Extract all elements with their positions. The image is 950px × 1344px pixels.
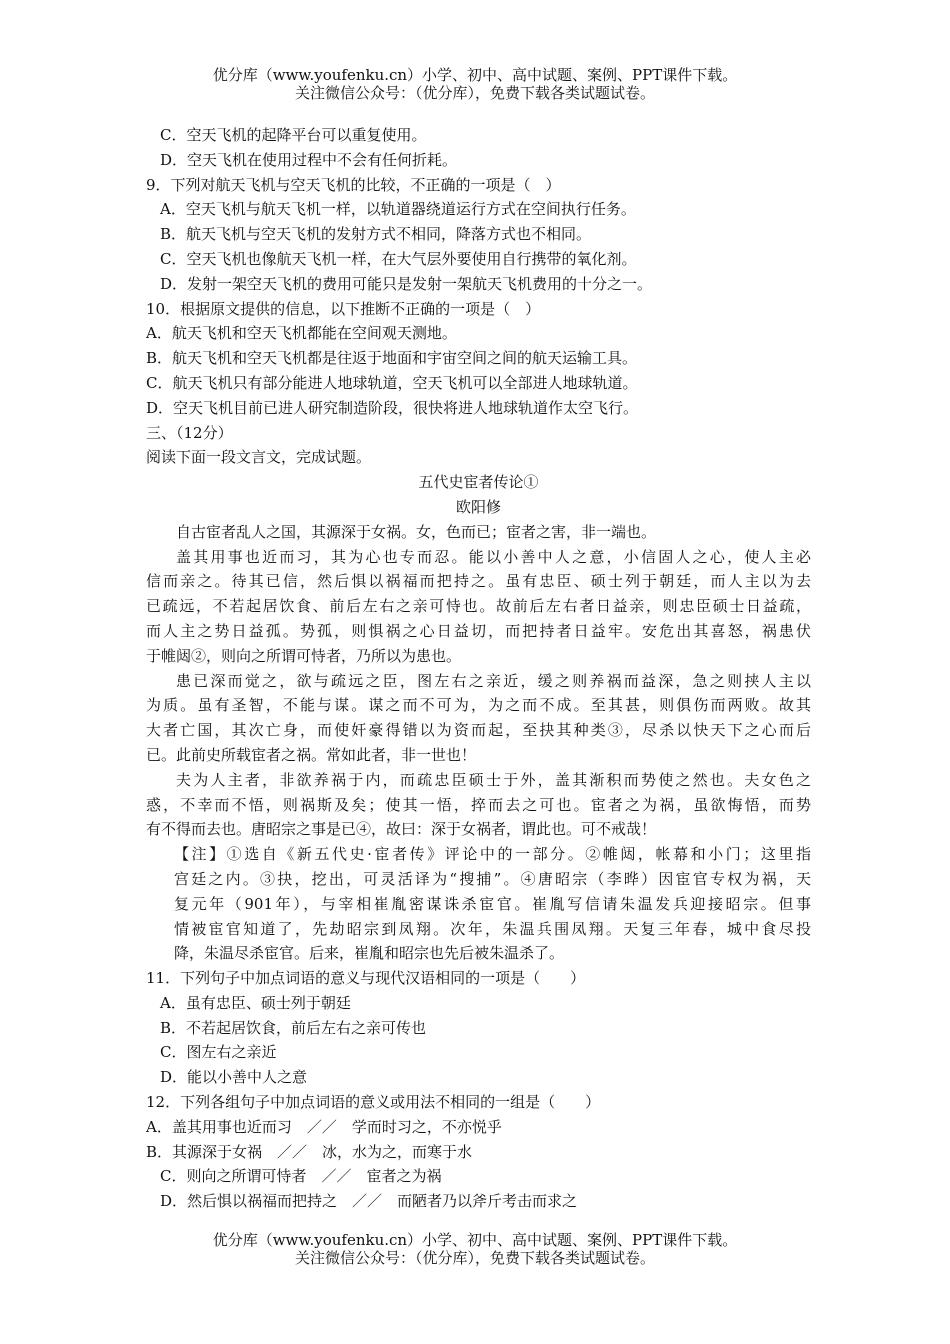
footer-line-1: 优分库（www.youfenku.cn）小学、初中、高中试题、案例、PPT课件下载。 xyxy=(212,1231,738,1249)
header-line-2: 关注微信公众号：（优分库），免费下载各类试题试卷。 xyxy=(294,84,655,102)
passage-line: 而人主之势日益孤。势孤，则惧祸之心日益切，而把持者日益牢。安危出其喜怒，祸患伏 xyxy=(146,621,811,640)
passage-line: 有不得而去也。唐昭宗之事是已④，故曰：深于女祸者，谓此也。可不戒哉！ xyxy=(146,820,657,839)
option-line: B．航天飞机和空天飞机都是往返于地面和宇宙空间之间的航天运输工具。 xyxy=(146,349,638,368)
passage-line: 患已深而觉之，欲与疏远之臣，图左右之亲近，缓之则养祸而益深，急之则挟人主以 xyxy=(176,671,811,690)
passage-line: 于帷闼②，则向之所谓可恃者，乃所以为患也。 xyxy=(146,646,462,665)
option-line: C．则向之所谓可恃者 ／／ 宦者之为祸 xyxy=(160,1167,442,1186)
passage-line: 已。此前史所载宦者之祸。常如此者，非一世也！ xyxy=(146,745,477,764)
question-10: 10．根据原文提供的信息，以下推断不正确的一项是（ ） xyxy=(146,299,541,318)
section-heading: 三、（12分） xyxy=(146,423,233,442)
option-line: B．航天飞机与空天飞机的发射方式不相同，降落方式也不相同。 xyxy=(160,225,592,244)
note-line: 【注】①选自《新五代史·宦者传》评论中的一部分。②帷闼，帐幕和小门；这里指 xyxy=(174,845,811,864)
note-line: 复元年（901年），与宰相崔胤密谋诛杀宦官。崔胤写信请朱温发兵迎接昭宗。但事 xyxy=(174,894,811,913)
option-line: D．空天飞机目前已进人研究制造阶段，很快将进人地球轨道作太空飞行。 xyxy=(146,398,639,417)
passage-line: 惑，不幸而不悟，则祸斯及矣；使其一悟，捽而去之可也。宦者之为祸，虽欲悔悟，而势 xyxy=(146,795,811,814)
option-line: D．能以小善中人之意 xyxy=(160,1068,308,1087)
note-line: 情被宦官知道了，先劫昭宗到凤翔。次年，朱温兵围凤翔。天复三年春，城中食尽投 xyxy=(174,919,811,938)
passage-line: 信而亲之。待其已信，然后惧以祸福而把持之。虽有忠臣、硕士列于朝廷，而人主以为去 xyxy=(146,572,811,591)
essay-author: 欧阳修 xyxy=(455,497,501,516)
option-line: B．不若起居饮食，前后左右之亲可传也 xyxy=(160,1018,427,1037)
document-body xyxy=(146,123,811,1214)
footer-line-2: 关注微信公众号：（优分库），免费下载各类试题试卷。 xyxy=(294,1249,655,1267)
option-line: A．航天飞机和空天飞机都能在空间观天测地。 xyxy=(146,324,457,343)
note-line: 降，朱温尽杀宦官。后来，崔胤和昭宗也先后被朱温杀了。 xyxy=(174,944,565,963)
essay-title: 五代史宦者传论① xyxy=(418,473,539,492)
option-line: A．空天飞机与航天飞机一样，以轨道器绕道运行方式在空间执行任务。 xyxy=(160,200,636,219)
passage-line: 为质。虽有圣智，不能与谋。谋之而不可为，为之而不成。至其甚，则俱伤而两败。故其 xyxy=(146,696,811,715)
instruction-text: 阅读下面一段文言文，完成试题。 xyxy=(146,448,372,467)
option-line: C．航天飞机只有部分能进人地球轨道，空天飞机可以全部进人地球轨道。 xyxy=(146,373,638,392)
passage-line: 自古宦者乱人之国，其源深于女祸。女，色而已；宦者之害，非一端也。 xyxy=(176,522,657,541)
option-line: D．然后惧以祸福而把持之 ／／ 而陋者乃以斧斤考击而求之 xyxy=(160,1192,578,1211)
header-line-1: 优分库（www.youfenku.cn）小学、初中、高中试题、案例、PPT课件下载。 xyxy=(212,66,738,84)
option-line: C．空天飞机的起降平台可以重复使用。 xyxy=(160,126,427,144)
option-line: B．其源深于女祸 ／／ 冰，水为之，而寒于水 xyxy=(146,1142,473,1161)
option-line: D．发射一架空天飞机的费用可能只是发射一架航天飞机费用的十分之一。 xyxy=(160,274,653,293)
question-12: 12．下列各组句子中加点词语的意义或用法不相同的一组是（ ） xyxy=(146,1093,601,1112)
option-line: A．虽有忠臣、硕士列于朝廷 xyxy=(160,993,351,1012)
page-footer xyxy=(0,1231,950,1267)
question-9: 9．下列对航天飞机与空天飞机的比较，不正确的一项是（ ） xyxy=(146,175,561,194)
note-line: 宫廷之内。③抉，挖出，可灵活译为“搜捕”。④唐昭宗（李晔）因宦官专权为祸，天 xyxy=(174,869,811,888)
option-line: D．空天飞机在使用过程中不会有任何折耗。 xyxy=(160,150,458,169)
passage-line: 已疏远，不若起居饮食、前后左右之亲可恃也。故前后左右者日益亲，则忠臣硕士日益疏， xyxy=(146,597,811,616)
option-line: A．盖其用事也近而习 ／／ 学而时习之，不亦悦乎 xyxy=(146,1117,502,1136)
passage-line: 盖其用事也近而习，其为心也专而忍。能以小善中人之意，小信固人之心，使人主必 xyxy=(176,547,811,566)
option-line: C．图左右之亲近 xyxy=(160,1043,277,1062)
question-11: 11．下列句子中加点词语的意义与现代汉语相同的一项是（ ） xyxy=(146,969,586,988)
passage-line: 夫为人主者，非欲养祸于内，而疏忠臣硕士于外，盖其渐积而势使之然也。夫女色之 xyxy=(176,770,811,789)
passage-line: 大者亡国，其次亡身，而使奸豪得错以为资而起，至抉其种类③，尽杀以快天下之心而后 xyxy=(146,721,811,740)
option-line: C．空天飞机也像航天飞机一样，在大气层外要使用自行携带的氧化剂。 xyxy=(160,249,637,268)
page-header xyxy=(0,66,950,102)
